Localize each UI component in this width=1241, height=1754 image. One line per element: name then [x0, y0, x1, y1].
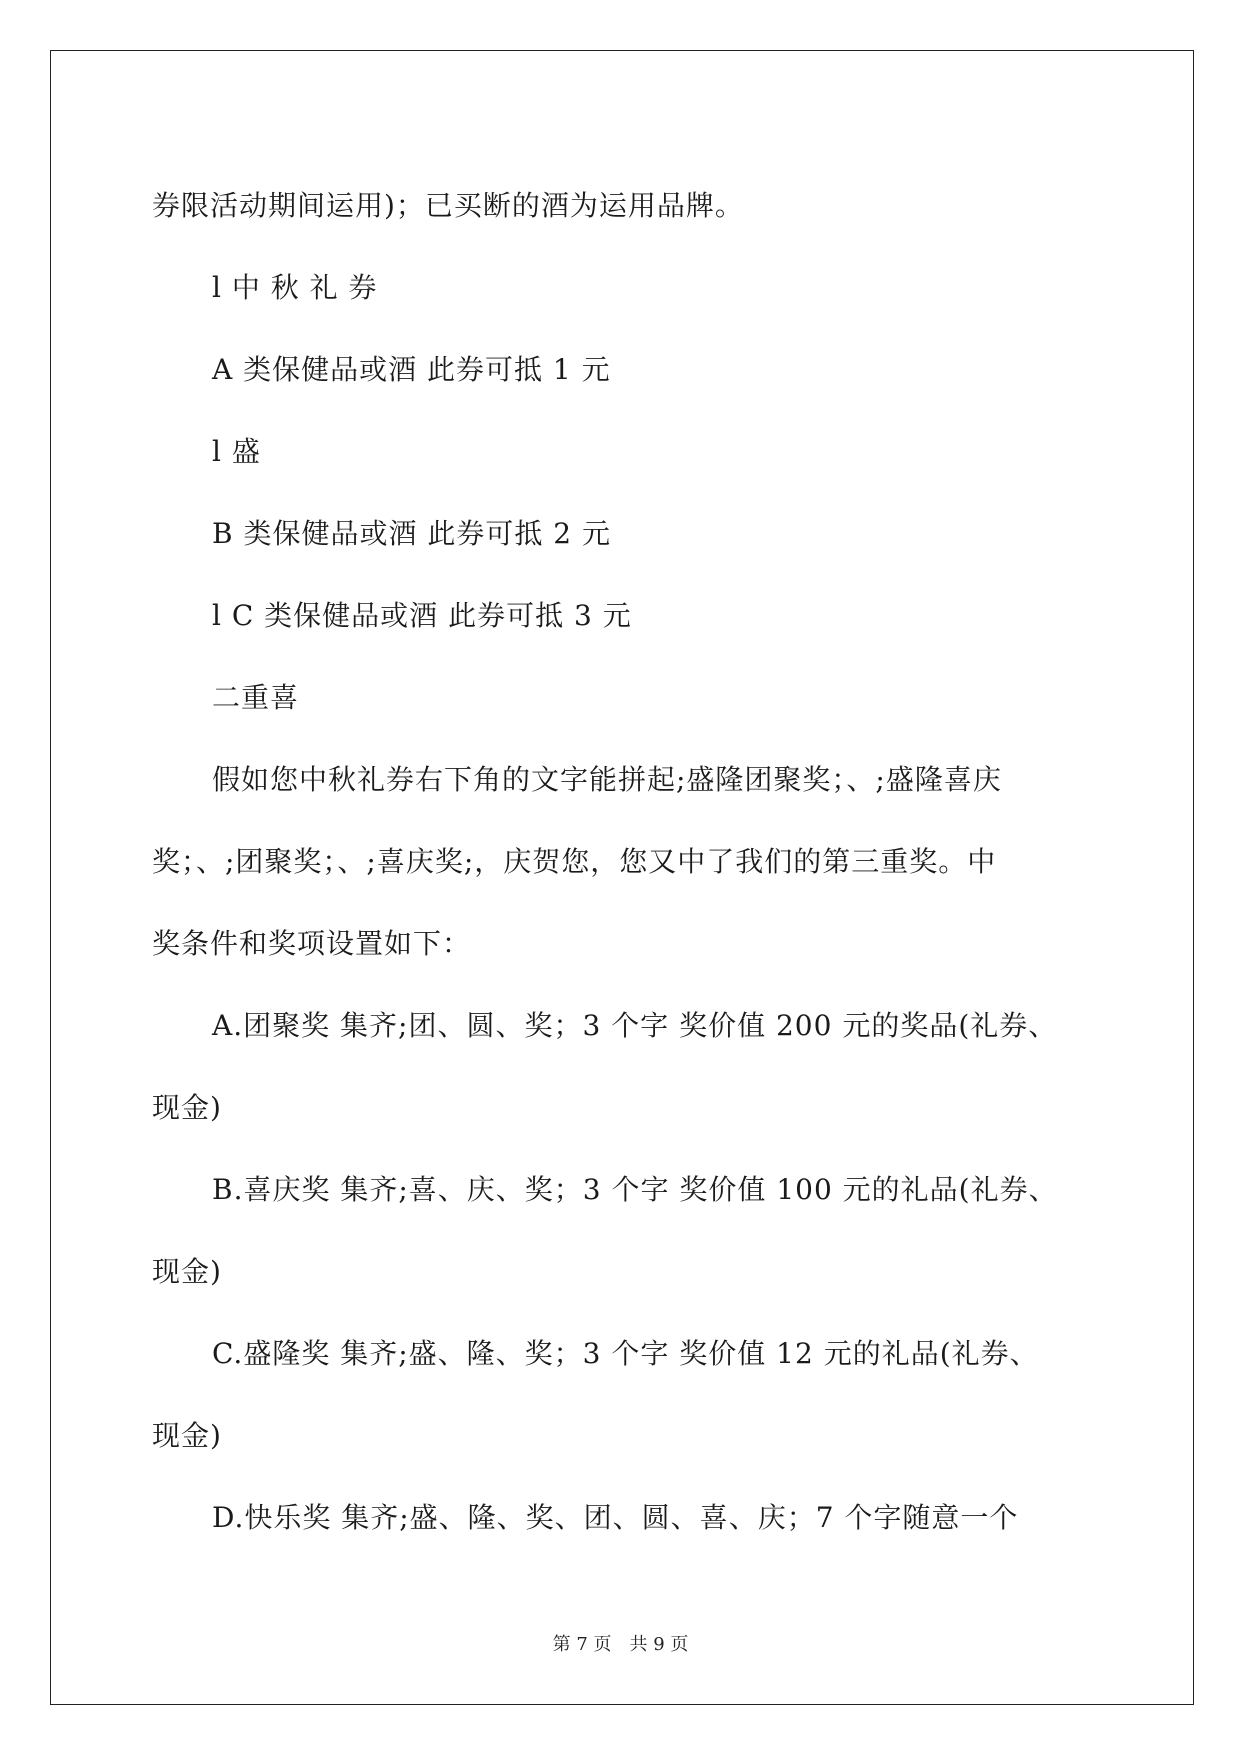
- paragraph-line: l 盛: [212, 435, 261, 468]
- document-body: [152, 165, 1092, 1559]
- paragraph-line: l C 类保健品或酒 此券可抵 3 元: [212, 599, 632, 632]
- prize-item-d: D.快乐奖 集齐;盛、隆、奖、团、圆、喜、庆；7 个字随意一个: [212, 1501, 1019, 1534]
- paragraph-line: B 类保健品或酒 此券可抵 2 元: [212, 517, 611, 550]
- paragraph-line: l 中 秋 礼 券: [212, 271, 378, 304]
- page-number-footer: 第 7 页 共 9 页: [552, 1634, 689, 1655]
- prize-item-c: C.盛隆奖 集齐;盛、隆、奖；3 个字 奖价值 12 元的礼品(礼券、: [212, 1337, 1039, 1370]
- paragraph-line: A 类保健品或酒 此券可抵 1 元: [212, 353, 611, 386]
- paragraph-line: 券限活动期间运用)；已买断的酒为运用品牌。: [152, 189, 744, 222]
- prize-item-b: B.喜庆奖 集齐;喜、庆、奖；3 个字 奖价值 100 元的礼品(礼券、: [212, 1173, 1058, 1206]
- prize-item-a: A.团聚奖 集齐;团、圆、奖；3 个字 奖价值 200 元的奖品(礼券、: [212, 1009, 1058, 1042]
- paragraph-line: 奖；、;团聚奖；、;喜庆奖;，庆贺您，您又中了我们的第三重奖。中: [152, 845, 997, 878]
- paragraph-line: 现金): [152, 1419, 222, 1452]
- paragraph-line: 奖条件和奖项设置如下：: [152, 927, 472, 960]
- paragraph-line: 现金): [152, 1255, 222, 1288]
- paragraph-line: 假如您中秋礼券右下角的文字能拼起;盛隆团聚奖；、;盛隆喜庆: [212, 763, 1002, 796]
- section-heading: 二重喜: [212, 681, 300, 714]
- paragraph-line: 现金): [152, 1091, 222, 1124]
